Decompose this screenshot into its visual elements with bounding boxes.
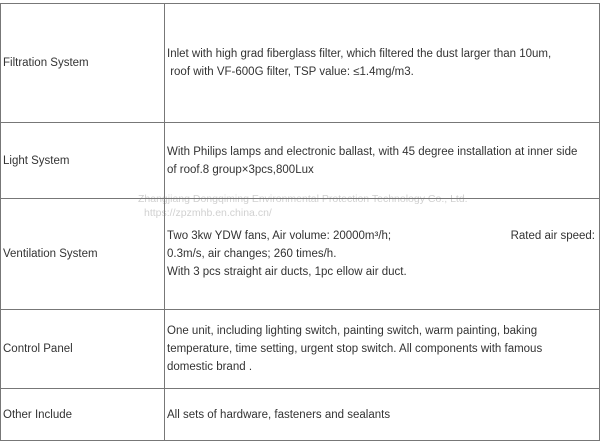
label-text: Filtration System bbox=[3, 57, 89, 69]
description-line: With 3 pcs straight air ducts, 1pc ellow air duct. bbox=[167, 266, 407, 278]
watermark-company: Zhangjiang Dongqiming Environmental Protection Technology Co., Ltd. bbox=[138, 193, 468, 205]
table-row bbox=[1, 199, 600, 310]
row-description bbox=[165, 310, 600, 389]
row-label bbox=[1, 389, 165, 441]
table-row bbox=[1, 123, 600, 199]
row-description bbox=[165, 4, 600, 123]
row-description bbox=[165, 123, 600, 199]
row-label bbox=[1, 310, 165, 389]
description-line: domestic brand . bbox=[167, 361, 253, 373]
table-row bbox=[1, 389, 600, 441]
description-line: Inlet with high grad fiberglass filter, which filtered the dust larger than 10um, bbox=[167, 48, 552, 60]
row-label bbox=[1, 123, 165, 199]
watermark-url: https://zpzmhb.en.china.cn/ bbox=[144, 207, 272, 219]
table-row bbox=[1, 4, 600, 123]
label-text: Light System bbox=[3, 154, 70, 167]
row-label bbox=[1, 199, 165, 310]
label-text: Control Panel bbox=[3, 343, 73, 355]
row-label bbox=[1, 4, 165, 123]
row-description bbox=[165, 199, 600, 310]
table-row bbox=[1, 310, 600, 389]
description-line: of roof.8 group×3pcs,800Lux bbox=[167, 163, 314, 176]
description-line-right: Rated air speed: bbox=[510, 230, 595, 242]
row-description bbox=[165, 389, 600, 441]
description-line: 0.3m/s, air changes; 260 times/h. bbox=[167, 248, 337, 260]
label-text: Ventilation System bbox=[3, 248, 98, 260]
description-line: All sets of hardware, fasteners and sealants bbox=[167, 408, 391, 421]
description-line: temperature, time setting, urgent stop switch. All components with famous bbox=[167, 343, 543, 355]
description-line: With Philips lamps and electronic ballast, with 45 degree installation at inner side bbox=[167, 145, 578, 158]
description-line: One unit, including lighting switch, painting switch, warm painting, baking bbox=[167, 325, 538, 337]
label-text: Other Include bbox=[3, 408, 73, 421]
description-line-left: Two 3kw YDW fans, Air volume: 20000m³/h; bbox=[167, 230, 392, 242]
spec-table bbox=[0, 3, 600, 441]
description-line: roof with VF-600G filter, TSP value: ≤1.4mg/m3. bbox=[167, 66, 414, 78]
description-line bbox=[167, 227, 599, 245]
